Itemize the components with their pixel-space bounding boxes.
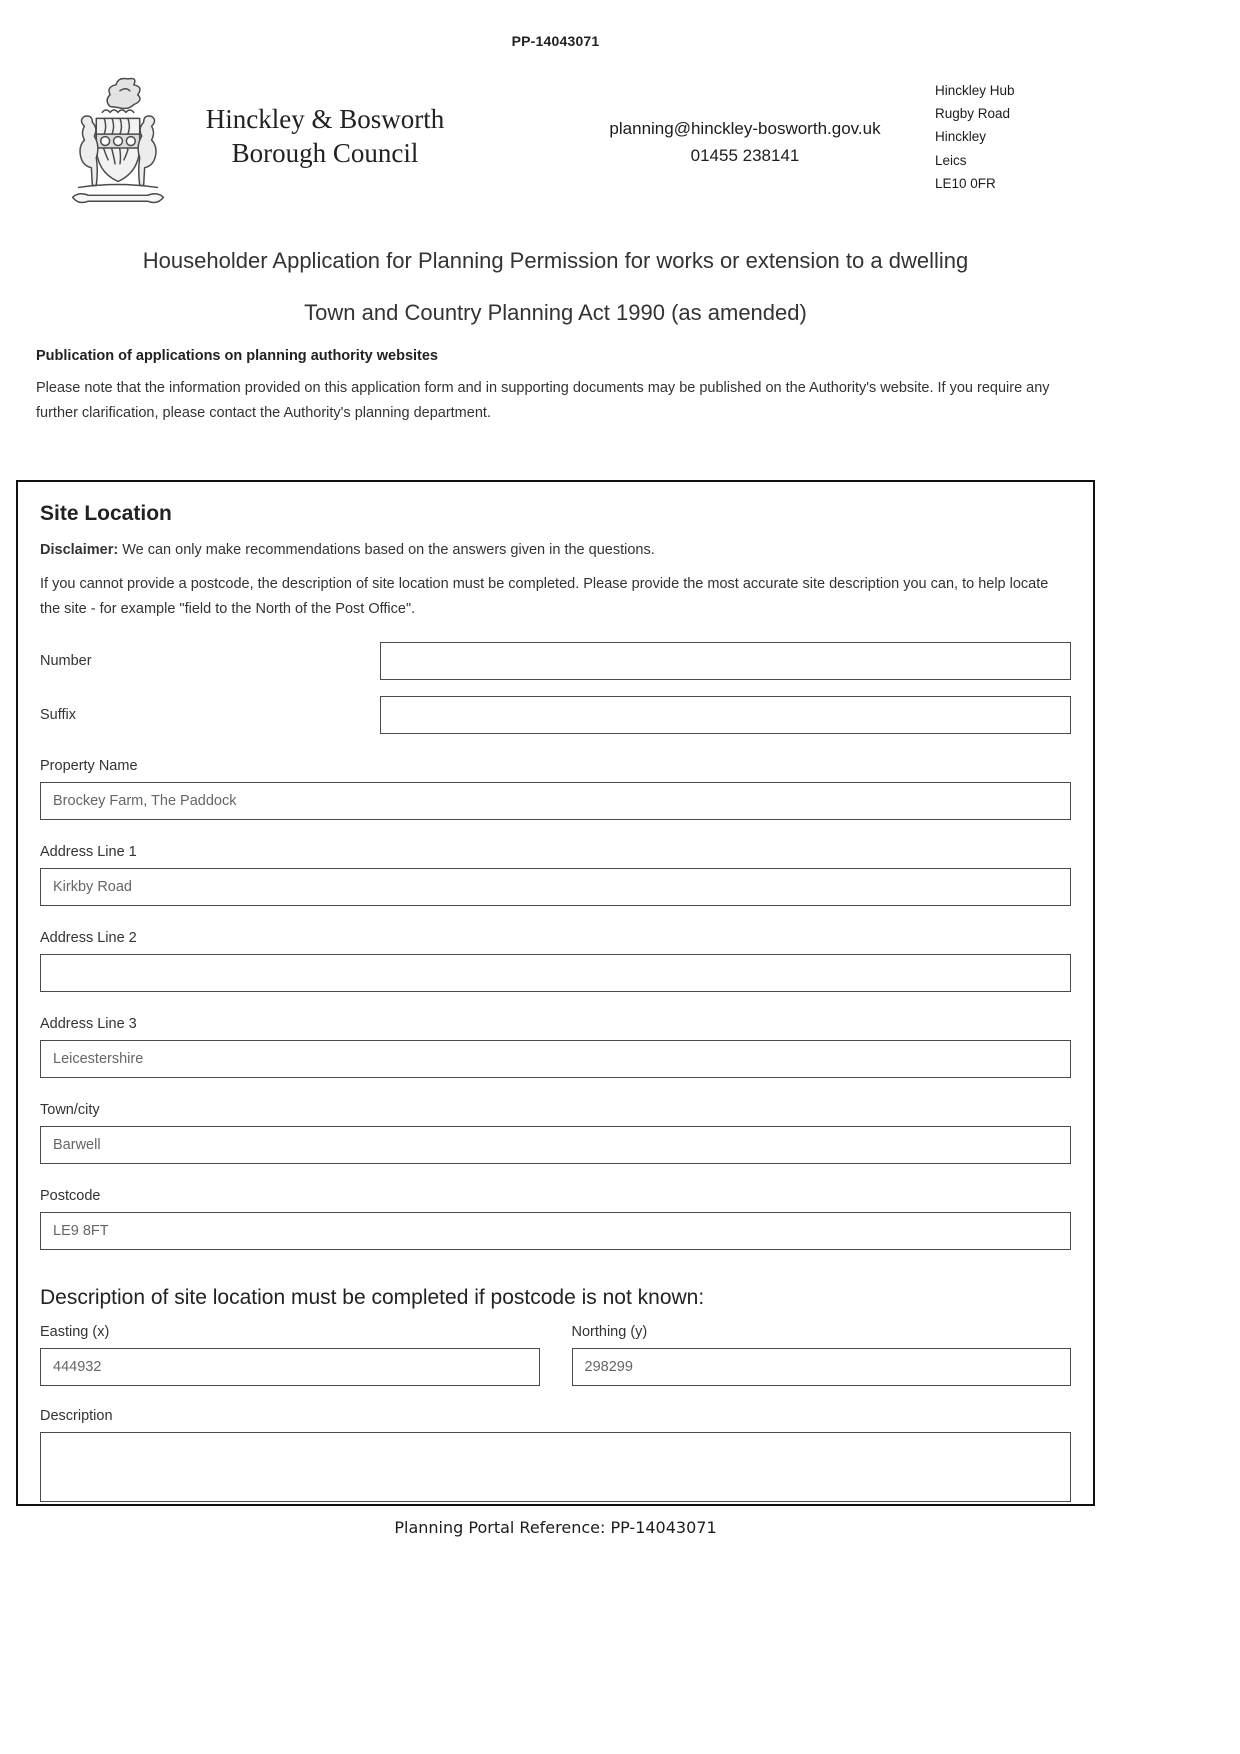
suffix-row <box>40 696 1071 734</box>
publication-note-heading: Publication of applications on planning authority websites <box>36 347 438 364</box>
town-input[interactable] <box>40 1126 1071 1164</box>
easting-input[interactable] <box>40 1348 540 1386</box>
address-line-1-label: Address Line 1 <box>40 844 137 861</box>
property-name-input[interactable] <box>40 782 1071 820</box>
northing-label: Northing (y) <box>571 1324 648 1341</box>
address-line-2-input[interactable] <box>40 954 1071 992</box>
easting-field <box>40 1324 540 1386</box>
form-subtitle: Town and Country Planning Act 1990 (as amended) <box>304 299 807 325</box>
address-line-2-field <box>40 930 1071 992</box>
council-name-line1: Hinckley & Bosworth <box>205 104 445 134</box>
description-textarea[interactable] <box>40 1432 1071 1502</box>
council-contact <box>555 119 935 166</box>
address-line-2-label: Address Line 2 <box>40 930 137 947</box>
description-requirement-heading: Description of site location must be completed if postcode is not known: <box>40 1286 705 1310</box>
council-phone: 01455 238141 <box>690 146 800 165</box>
council-name <box>185 103 465 171</box>
easting-label: Easting (x) <box>40 1324 110 1341</box>
site-location-intro: If you cannot provide a postcode, the description of site location must be completed. Please provide the most accurate site description you can, to help locate the site - for example "field to the North of the Post Office". <box>40 576 1049 618</box>
number-input[interactable] <box>380 642 1071 680</box>
application-reference: PP-14043071 <box>511 33 600 49</box>
description-field <box>40 1408 1071 1502</box>
publication-note-body: Please note that the information provided on this application form and in supporting documents may be published on the Authority's website. If you require any further clarification, please contact the Authority's planning department. <box>36 379 1050 421</box>
postcode-field <box>40 1188 1071 1250</box>
suffix-input[interactable] <box>380 696 1071 734</box>
council-email: planning@hinckley-bosworth.gov.uk <box>609 119 881 138</box>
site-location-heading: Site Location <box>40 502 172 526</box>
header <box>0 71 1240 223</box>
council-address <box>935 79 1015 195</box>
form-title: Householder Application for Planning Permission for works or extension to a dwelling <box>142 248 969 273</box>
council-name-line2: Borough Council <box>231 137 419 168</box>
disclaimer <box>40 542 1071 558</box>
disclaimer-label: Disclaimer: <box>40 542 119 559</box>
address-line: Rugby Road <box>935 106 1011 122</box>
site-location-section <box>16 480 1095 1506</box>
northing-field <box>572 1324 1072 1386</box>
address-line: LE10 0FR <box>935 175 996 191</box>
town-field <box>40 1102 1071 1164</box>
planning-portal-reference: Planning Portal Reference: PP-14043071 <box>394 1518 717 1538</box>
property-name-label: Property Name <box>40 758 138 775</box>
town-label: Town/city <box>40 1102 100 1119</box>
coordinates-row <box>40 1324 1071 1386</box>
address-line: Hinckley <box>935 129 987 145</box>
address-line-3-input[interactable] <box>40 1040 1071 1078</box>
disclaimer-text: We can only make recommendations based on the answers given in the questions. <box>122 542 655 559</box>
number-row <box>40 642 1071 680</box>
northing-input[interactable] <box>572 1348 1072 1386</box>
number-label: Number <box>40 653 92 670</box>
address-line-3-label: Address Line 3 <box>40 1016 137 1033</box>
postcode-label: Postcode <box>40 1188 101 1205</box>
property-name-field <box>40 758 1071 820</box>
suffix-label: Suffix <box>40 707 77 724</box>
description-label: Description <box>40 1408 113 1425</box>
address-line: Hinckley Hub <box>935 83 1015 98</box>
postcode-input[interactable] <box>40 1212 1071 1250</box>
address-line-3-field <box>40 1016 1071 1078</box>
council-coat-of-arms-icon <box>58 71 178 219</box>
address-line: Leics <box>935 152 967 168</box>
address-line-1-field <box>40 844 1071 906</box>
address-line-1-input[interactable] <box>40 868 1071 906</box>
